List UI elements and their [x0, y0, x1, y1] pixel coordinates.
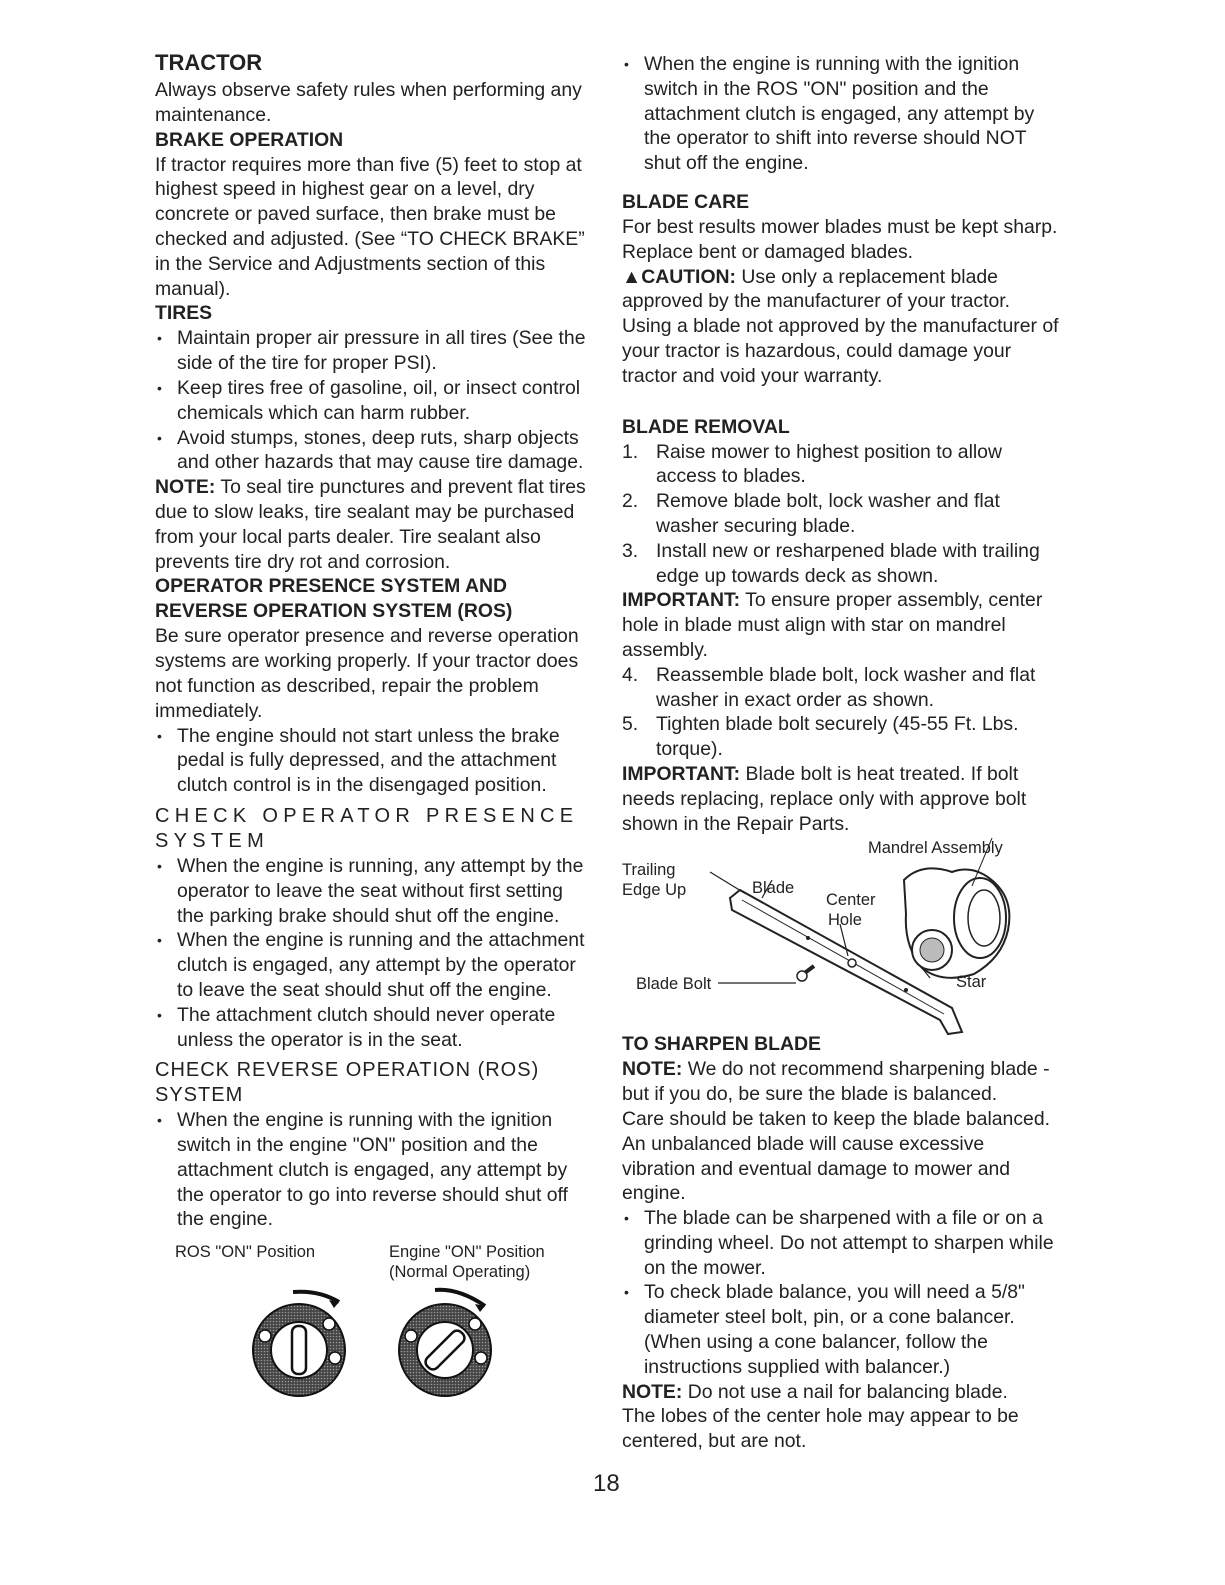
check-ros-list — [155, 1108, 595, 1232]
warning-icon: ▲ — [622, 265, 642, 288]
tires-list — [155, 326, 595, 475]
sharpen-note: NOTE: We do not recommend sharpening blade - but if you do, be sure the blade is balanced. — [622, 1058, 1050, 1106]
important-label: IMPORTANT: — [622, 589, 741, 612]
removal-steps-a — [622, 440, 1062, 589]
list-item: • When the engine is running, any attempt by the operator to leave the seat without first setting the parking brake should shut off the engine. — [155, 854, 595, 928]
list-item: 2. Remove blade bolt, lock washer and flat washer securing blade. — [622, 490, 1000, 537]
list-item: 4. Reassemble blade bolt, lock washer and flat washer in exact order as shown. — [622, 663, 1036, 711]
blade-removal-heading: BLADE REMOVAL — [622, 415, 790, 438]
left-column — [155, 48, 595, 1402]
caution-label: CAUTION: — [641, 265, 736, 288]
tire-note — [155, 475, 595, 574]
blade-label: Blade — [752, 879, 795, 898]
list-item: • The engine should not start unless the brake pedal is fully depressed, and the attachment clutch control is in the disengaged position. — [155, 724, 595, 798]
important-note-1: IMPORTANT: To ensure proper assembly, center hole in blade must align with star on mandrel assembly. — [622, 589, 1043, 661]
brake-heading: BRAKE OPERATION — [155, 128, 344, 151]
tractor-text: Always observe safety rules when performing any maintenance. — [155, 79, 582, 126]
blade-assembly-icon — [622, 838, 1062, 1038]
engine-position-label: Engine "ON" Position — [389, 1243, 545, 1262]
lobes-text: The lobes of the center hole may appear to be centered, but are not. — [622, 1405, 1019, 1453]
list-item: • Maintain proper air pressure in all tires (See the side of the tire for proper PSI). — [155, 326, 595, 376]
important-label: IMPORTANT: — [622, 762, 741, 785]
ros-continued-list — [622, 52, 1062, 176]
tires-heading: TIRES — [155, 302, 213, 325]
list-item: • When the engine is running and the attachment clutch is engaged, any attempt by the operator to leave the seat should shut off the engine. — [155, 928, 595, 1002]
brake-text: If tractor requires more than five (5) feet to stop at highest speed in highest gear on a level, dry concrete or paved surface, then brake must be checked and adjusted. (See “TO CHECK BRAKE” in the Service and Adjustments section of this manual). — [155, 153, 585, 300]
list-item: • The blade can be sharpened with a file or on a grinding wheel. Do not attempt to sharpen while on the mower. — [622, 1206, 1062, 1280]
sharpen-text: Care should be taken to keep the blade balanced. An unbalanced blade will cause excessive vibration and eventual damage to mower and engine. — [622, 1107, 1050, 1205]
list-item: • Keep tires free of gasoline, oil, or insect control chemicals which can harm rubber. — [155, 376, 595, 426]
list-item: 1. Raise mower to highest position to allow access to blades. — [622, 440, 1002, 488]
trailing-label: Trailing — [622, 861, 676, 880]
normal-operating-label: (Normal Operating) — [389, 1263, 531, 1282]
list-item: • Avoid stumps, stones, deep ruts, sharp objects and other hazards that may cause tire damage. — [155, 426, 595, 476]
ignition-figure-labels — [155, 1242, 595, 1282]
list-item: 3. Install new or resharpened blade with trailing edge up towards deck as shown. — [622, 539, 1040, 587]
check-ros-heading: CHECK REVERSE OPERATION (ROS) SYSTEM — [155, 1059, 540, 1107]
blade-assembly-figure — [622, 838, 1062, 1038]
balance-note: NOTE: Do not use a nail for balancing blade. — [622, 1380, 1008, 1403]
blade-care-text: For best results mower blades must be kept sharp. Replace bent or damaged blades. — [622, 215, 1058, 263]
right-column — [622, 52, 1062, 1454]
caution-text: Use only a replacement blade approved by the manufacturer of your tractor. Using a blade not approved by the manufacturer of your tractor is hazardous, could damage your tractor and void your warranty. — [622, 265, 1059, 387]
removal-steps-b — [622, 663, 1062, 762]
blade-care-heading: BLADE CARE — [622, 190, 750, 213]
hole-label: Hole — [828, 911, 862, 930]
sharpen-list — [622, 1206, 1062, 1380]
edge-up-label: Edge Up — [622, 881, 687, 900]
list-item: • When the engine is running with the ignition switch in the ROS "ON" position and the attachment clutch is engaged, any attempt by the operator to shift into reverse should NOT shut off the engine. — [622, 52, 1062, 176]
note-text: To seal tire punctures and prevent flat tires due to slow leaks, tire sealant may be purchased from your local parts dealer. Tire sealant also prevents tire dry rot and corrosion. — [155, 476, 586, 573]
blade-bolt-label: Blade Bolt — [636, 975, 712, 994]
ignition-switch-icon — [155, 1272, 595, 1402]
star-label: Star — [956, 973, 987, 992]
note-label: NOTE: — [155, 476, 216, 499]
ros-position-label: ROS "ON" Position — [175, 1243, 316, 1262]
ops-text: Be sure operator presence and reverse operation systems are working properly. If your tractor does not function as described, repair the problem immediately. — [155, 625, 579, 722]
ops-list — [155, 724, 595, 798]
caution-block — [622, 265, 1062, 389]
note-label: NOTE: — [622, 1380, 683, 1403]
tractor-heading: TRACTOR — [155, 50, 263, 75]
mandrel-assembly-label: Mandrel Assembly — [868, 839, 1003, 858]
important-note-2: IMPORTANT: Blade bolt is heat treated. If bolt needs replacing, replace only with approve bolt shown in the Repair Parts. — [622, 762, 1027, 835]
ignition-switch-figure — [155, 1272, 595, 1402]
page-number: 18 — [593, 1470, 620, 1497]
sharpen-heading: TO SHARPEN BLADE — [622, 1033, 821, 1056]
list-item: • To check blade balance, you will need a 5/8" diameter steel bolt, pin, or a cone balancer. (When using a cone balancer, follow the instructions supplied with balancer.) — [622, 1280, 1062, 1379]
check-ops-list — [155, 854, 595, 1052]
center-label: Center — [826, 891, 876, 910]
ops-heading: OPERATOR PRESENCE SYSTEM AND REVERSE OPERATION SYSTEM (ROS) — [155, 575, 513, 623]
list-item: 5. Tighten blade bolt securely (45-55 Ft. Lbs. torque). — [622, 713, 1019, 761]
check-ops-heading: CHECK OPERATOR PRESENCE SYSTEM — [155, 804, 579, 852]
list-item: • When the engine is running with the ignition switch in the engine "ON" position and the attachment clutch is engaged, any attempt by the operator to go into reverse should shut off the engine. — [155, 1108, 595, 1232]
note-label: NOTE: — [622, 1058, 683, 1081]
list-item: • The attachment clutch should never operate unless the operator is in the seat. — [155, 1003, 595, 1053]
